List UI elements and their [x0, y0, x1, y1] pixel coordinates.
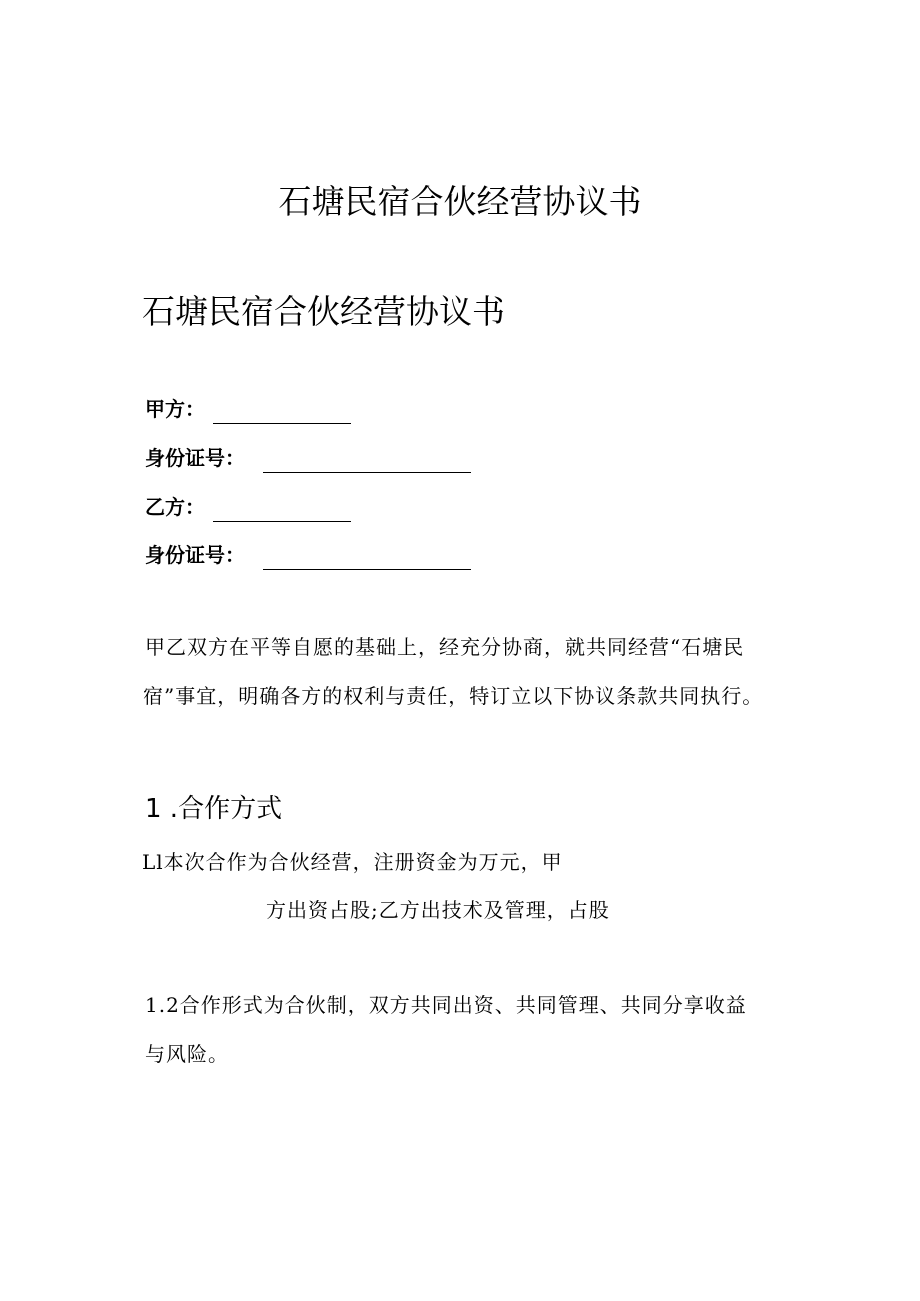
party-b-blank	[213, 499, 351, 522]
document-title: 石塘民宿合伙经营协议书	[278, 182, 642, 221]
party-b-label: 乙方：	[145, 495, 205, 519]
party-a-id-row	[145, 443, 471, 473]
party-a-id-blank	[263, 450, 471, 473]
section-1-heading: 1 .合作方式	[145, 794, 283, 824]
intro-paragraph	[145, 623, 825, 721]
party-b-row	[145, 492, 351, 522]
clause-1-1-line-2: 方出资占股;乙方出技术及管理，占股	[266, 898, 610, 922]
clause-1-2-line-2: 与风险。	[145, 1042, 229, 1066]
clause-1-2-line-1: 1.2合作形式为合伙制，双方共同出资、共同管理、共同分享收益	[145, 993, 747, 1017]
document-subtitle: 石塘民宿合伙经营协议书	[142, 292, 505, 331]
party-b-id-label: 身份证号：	[145, 543, 245, 567]
party-a-id-label: 身份证号：	[145, 446, 245, 470]
party-a-blank	[213, 401, 351, 424]
clause-1-1-line-1: Ll本次合作为合伙经营，注册资金为万元，甲	[142, 850, 563, 874]
party-b-id-row	[145, 540, 471, 570]
intro-line-1: 甲乙双方在平等自愿的基础上，经充分协商，就共同经营“石塘民	[145, 635, 745, 659]
clause-1-2-paragraph	[145, 981, 825, 1079]
intro-line-2: 宿”事宜，明确各方的权利与责任，特订立以下协议条款共同执行。	[143, 684, 764, 708]
party-b-id-blank	[263, 547, 471, 570]
party-a-row	[145, 394, 351, 424]
party-a-label: 甲方：	[145, 397, 205, 421]
